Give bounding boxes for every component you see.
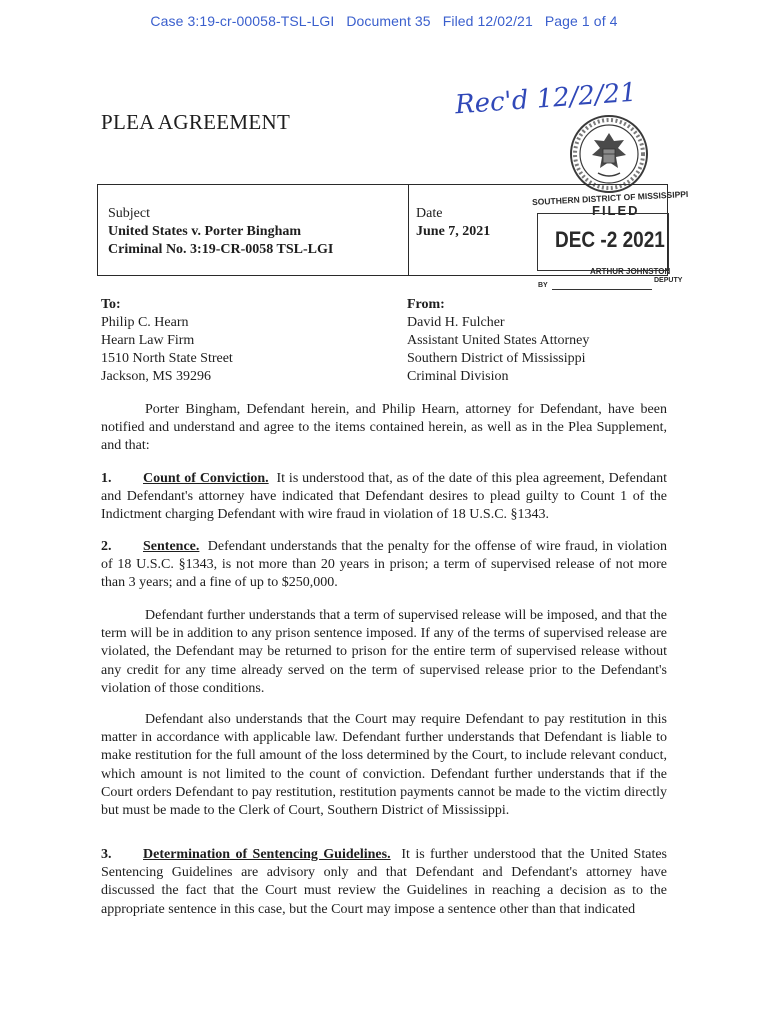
section-number: 3. <box>101 847 112 862</box>
date-value: June 7, 2021 <box>416 224 491 239</box>
section-heading: Count of Conviction. <box>143 471 269 486</box>
section-count-of-conviction <box>101 470 667 525</box>
from-block <box>407 296 589 386</box>
section-text: Defendant understands that the penalty for the offense of wire fraud, in violation of 18 U.S.C. §1343, is not more than 20 years in prison; a term of supervised release of not more than 3 years; and a fine of up to $250,000. <box>101 539 667 591</box>
stamp-by-label: BY <box>538 282 548 289</box>
to-firm: Hearn Law Firm <box>101 333 195 348</box>
restitution-paragraph: Defendant also understands that the Court may require Defendant to pay restitution in this matter in accordance with applicable law. Defendant further understands that Defendant is liable to make restitution for the full amount of the loss determined by the Court, to include relevant conduct, which amount is not limited to the count of conviction. Defendant further understands that if the Court orders Defendant to pay restitution, restitution payments cannot be made to the victim directly but must be made to the Clerk of Court, Southern District of Mississippi. <box>101 712 667 819</box>
section-sentencing-guidelines <box>101 846 667 919</box>
from-division: Criminal Division <box>407 369 509 384</box>
section-sentence <box>101 538 667 593</box>
to-label: To: <box>101 297 121 312</box>
section-text: It is further understood that the United States Sentencing Guidelines are advisory only and that Defendant and Defendant's attorney have discussed the fact that the Court must review the Guidelines in reaching a decision as to the appropriate sentence in this case, but the Court may impose a sentence other than that indicated <box>101 847 667 917</box>
stamp-deputy-label: DEPUTY <box>654 277 683 284</box>
section-number: 1. <box>101 471 112 486</box>
to-name: Philip C. Hearn <box>101 315 189 330</box>
case-header <box>0 13 768 29</box>
criminal-number: Criminal No. 3:19-CR-0058 TSL-LGI <box>108 242 334 257</box>
section-number: 2. <box>101 539 112 554</box>
stamp-clerk: ARTHUR JOHNSTON <box>590 267 671 276</box>
from-district: Southern District of Mississippi <box>407 351 586 366</box>
section-heading: Sentence. <box>143 539 200 554</box>
filed-date: Filed 12/02/21 <box>442 13 533 29</box>
subject-block <box>108 205 333 259</box>
supervised-release-paragraph: Defendant further understands that a term of supervised release will be imposed, and that the term will be in addition to any prison sentence imposed. If any of the terms of supervised release are violated, the Defendant may be returned to prison for the entire term of supervised release without any credit for any time already served on the term of supervised release prior to the Defendant's violation of those conditions. <box>101 608 667 696</box>
handwritten-received-note: Rec'd 12/2/21 <box>454 77 638 121</box>
subject-box-divider <box>408 185 409 275</box>
from-label: From: <box>407 297 445 312</box>
to-city: Jackson, MS 39296 <box>101 369 212 384</box>
from-title: Assistant United States Attorney <box>407 333 590 348</box>
stamp-signature-line <box>552 289 652 290</box>
department-of-justice-seal-icon <box>568 113 650 195</box>
subject-label: Subject <box>108 206 150 221</box>
page-title: PLEA AGREEMENT <box>101 110 291 134</box>
intro-paragraph: Porter Bingham, Defendant herein, and Philip Hearn, attorney for Defendant, have been notified and understand and agree to the items contained herein, as well as in the Plea Supplement, and that: <box>101 402 667 454</box>
document-number: Document 35 <box>346 13 431 29</box>
section-heading: Determination of Sentencing Guidelines. <box>143 847 391 862</box>
stamp-status: FILED <box>592 203 640 218</box>
stamp-date: DEC -2 2021 <box>555 228 665 253</box>
case-number: Case 3:19-cr-00058-TSL-LGI <box>150 13 335 29</box>
to-block <box>101 296 233 386</box>
date-block <box>416 205 490 241</box>
section-text: It is understood that, as of the date of this plea agreement, Defendant and Defendant's attorney have indicated that Defendant desires to plead guilty to Count 1 of the Indictment charging Defendant with wire fraud in violation of 18 U.S.C. §1343. <box>101 471 667 523</box>
from-name: David H. Fulcher <box>407 315 505 330</box>
stamp-court: SOUTHERN DISTRICT OF MISSISSIPPI <box>531 188 689 208</box>
case-name: United States v. Porter Bingham <box>108 224 302 239</box>
date-label: Date <box>416 206 443 221</box>
page-indicator: Page 1 of 4 <box>544 13 618 29</box>
to-street: 1510 North State Street <box>101 351 233 366</box>
filed-stamp <box>530 188 689 291</box>
